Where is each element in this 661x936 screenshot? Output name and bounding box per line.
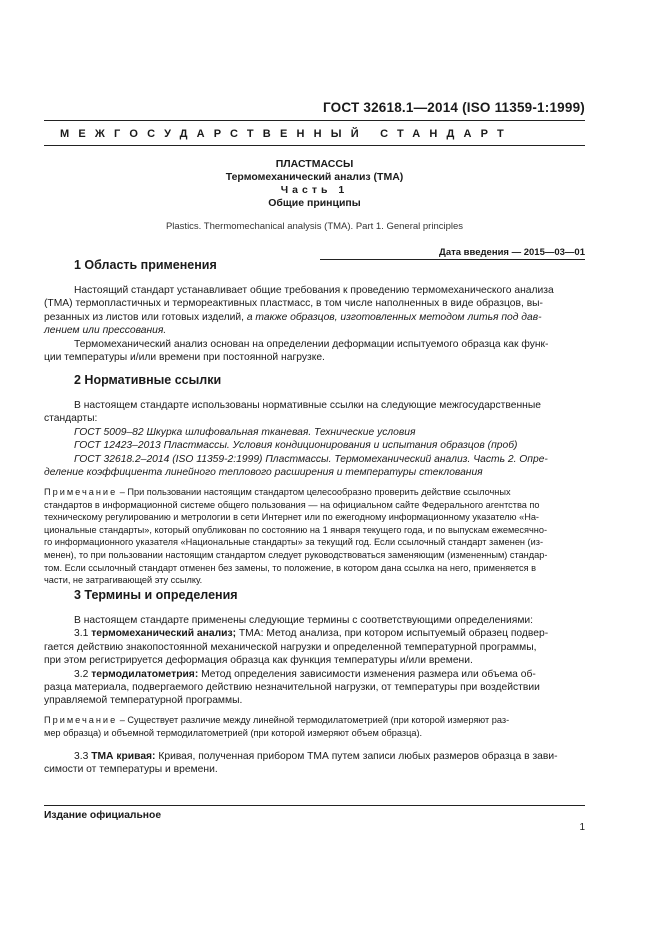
standard-number: ГОСТ 32618.1—2014 (ISO 11359-1:1999)	[323, 100, 585, 115]
s1-p1-line3b: а также образцов, изготовленных методом литья под дав-	[246, 311, 542, 323]
section-2-note	[44, 486, 585, 587]
title-line-2: Термомеханический анализ (ТМА)	[225, 171, 404, 183]
note-line4: циональные стандарты», который опубликован по состоянию на 1 января текущего года, и по выпускам ежемесячно-	[44, 524, 548, 535]
term-3-3-number: 3.3	[74, 751, 92, 762]
interstate-standard-label: МЕЖГОСУДАРСТВЕННЫЙ СТАНДАРТ	[60, 128, 513, 140]
note-line3: техническому регулированию и метрологии в сети Интернет или по ежегодному информационному указателю «На-	[44, 512, 539, 523]
note-line2: стандартов в информационной системе общего пользования — на официальном сайте Федерального агентства по	[44, 499, 540, 510]
term-3-1-line3: при этом регистрируется деформация образца как функция температуры и/или времени.	[44, 655, 473, 667]
section-1-heading: 1 Область применения	[74, 258, 217, 272]
term-3-2-name: термодилатометрия:	[91, 668, 199, 680]
english-title: Plastics. Thermomechanical analysis (TMA). Part 1. General principles	[165, 221, 464, 232]
official-edition-label: Издание официальное	[44, 810, 162, 821]
s2-p1-line1: В настоящем стандарте использованы нормативные ссылки на следующие межгосударственные	[74, 400, 541, 411]
term-3-1-name: термомеханический анализ;	[91, 628, 237, 640]
title-part: Часть 1	[280, 184, 349, 196]
reference-gost-32618-2: ГОСТ 32618.2–2014 (ISO 11359-2:1999) Пластмассы. Термомеханический анализ. Часть 2. Опре-	[74, 453, 548, 465]
section-3-note	[44, 714, 585, 739]
title-line-1: ПЛАСТМАССЫ	[275, 158, 354, 170]
term-3-3-line2: симости от температуры и времени.	[44, 764, 218, 776]
s1-p1-line3a: резанных из листов или готовых изделий,	[44, 311, 247, 323]
page-number: 1	[579, 822, 585, 833]
term-3-2-line2: разца материала, подвергаемого действию незначительной нагрузки, от температуры при воздействии	[44, 682, 540, 694]
header-rule	[44, 120, 585, 121]
s1-p2-line2: ции температуры и/или времени при постоянной нагрузке.	[44, 352, 325, 364]
note-line7: том. Если ссылочный стандарт отменен без замены, то положение, в котором дана ссылка на него, применяется в	[44, 562, 537, 573]
section-1-text	[44, 284, 585, 364]
term-3-2-line1: Метод определения зависимости изменения размера или объема об-	[198, 668, 536, 680]
s3-intro: В настоящем стандарте применены следующие термины с соответствующими определениями:	[74, 615, 534, 626]
note-line5: го информационного указателя «Национальные стандарты» за текущий год. Если ссылочный стандарт заменен (из-	[44, 537, 544, 548]
reference-gost-12423: ГОСТ 12423–2013 Пластмассы. Условия кондиционирования и испытания образцов (проб)	[74, 440, 518, 452]
s3-note-line2: мер образца) и объемной термодилатометрией (при которой измеряют объем образца).	[44, 727, 423, 738]
term-3-1-number: 3.1	[74, 628, 92, 640]
header-rule-lower	[44, 145, 585, 146]
s1-p2-line1: Термомеханический анализ основан на определении деформации испытуемого образца как функ-	[74, 338, 549, 350]
section-2-heading: 2 Нормативные ссылки	[74, 373, 222, 387]
title-line-4: Общие принципы	[268, 197, 361, 209]
term-3-1-line1: ТМА: Метод анализа, при котором испытуемый образец подвер-	[236, 628, 549, 640]
section-2-text	[44, 399, 585, 479]
date-rule	[320, 259, 585, 260]
s3-note-line1: – Существует различие между линейной термодилатометрией (при которой измеряют раз-	[117, 715, 510, 725]
section-3-text	[44, 614, 585, 708]
s1-p1-line4: лением или прессования.	[44, 325, 167, 337]
s2-p1-line2: стандарты:	[44, 413, 98, 425]
term-3-3-line1: Кривая, полученная прибором ТМА путем записи любых размеров образца в зави-	[155, 751, 558, 762]
note-line6: менен), то при пользовании настоящим стандартом следует руководствоваться заменяющим (измененным) стандар-	[44, 549, 548, 560]
note-line8: части, не затрагивающей эту ссылку.	[44, 575, 203, 586]
term-3-3	[44, 750, 585, 777]
term-3-2-number: 3.2	[74, 668, 92, 680]
s3-note-label: Примечание	[44, 715, 118, 725]
footer-rule	[44, 805, 585, 806]
note-line1: – При пользовании настоящим стандартом целесообразно проверить действие ссылочных	[117, 487, 511, 497]
term-3-2-line3: управляемой температурной программы.	[44, 695, 243, 707]
section-3-heading: 3 Термины и определения	[74, 588, 238, 602]
s1-p1-line2: (ТМА) термопластичных и термореактивных пластмасс, в том числе наполненных в виде образцов, вы-	[44, 298, 543, 310]
reference-gost-32618-2-cont: деление коэффициента линейного теплового расширения и температуры стеклования	[44, 467, 483, 479]
term-3-3-name: ТМА кривая:	[91, 751, 156, 762]
s1-p1-line1: Настоящий стандарт устанавливает общие требования к проведению термомеханического анализа	[74, 285, 554, 296]
note-label: Примечание	[44, 487, 118, 497]
reference-gost-5009: ГОСТ 5009–82 Шкурка шлифовальная тканевая. Технические условия	[74, 426, 416, 438]
term-3-1-line2: гается действию знакопостоянной механической нагрузки и определенной температурной программы,	[44, 641, 537, 653]
introduction-date: Дата введения — 2015—03—01	[439, 247, 585, 258]
